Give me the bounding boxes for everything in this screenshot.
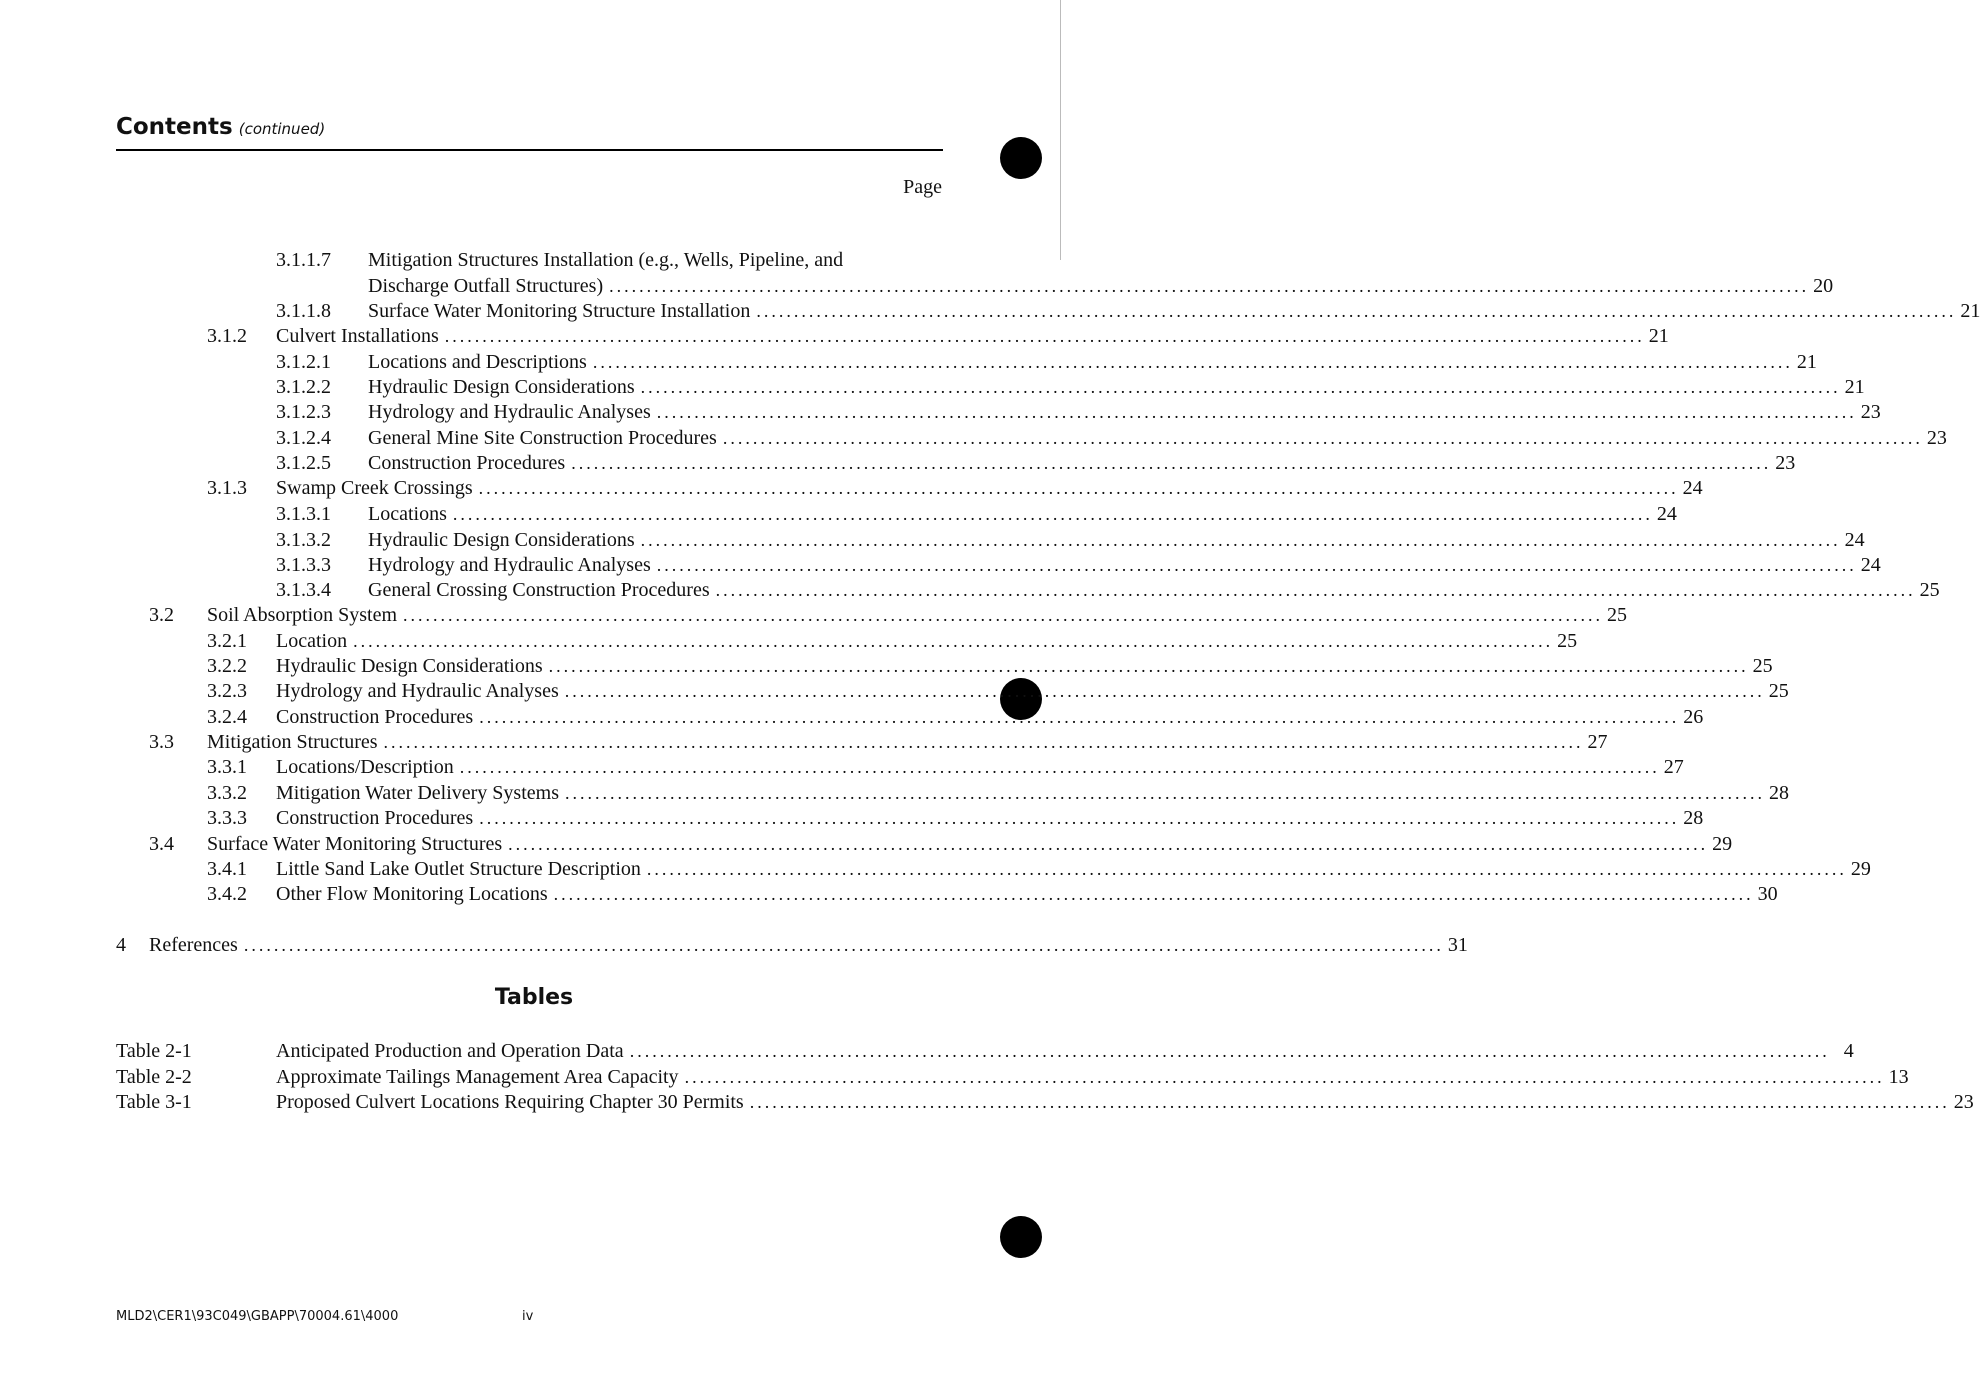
toc-entry[interactable] [276,349,1817,375]
leader-dots: ................................................................................................................................................................ [243,935,1444,955]
toc-entry[interactable] [276,399,1881,425]
leader-dots: ................................................................................................................................................................ [479,808,1680,828]
toc-page: 25 [1919,579,1940,601]
table-number: Table 2-2 [116,1066,192,1088]
toc-page: 24 [1682,477,1703,499]
table-number: Table 2-1 [116,1040,192,1062]
leader-dots: ................................................................................................................................................................ [684,1067,1885,1087]
table-number: Table 3-1 [116,1091,192,1113]
table-entry[interactable] [116,1089,1974,1115]
leader-dots: ................................................................................................................................................................ [640,377,1841,397]
leader-dots: ................................................................................................................................................................ [452,504,1653,524]
toc-number: 3.4.1 [207,858,247,880]
leader-dots: ................................................................................................................................................................ [353,631,1554,651]
leader-dots: ................................................................................................................................................................ [383,732,1584,752]
toc-entry[interactable] [276,527,1865,553]
toc-entry[interactable] [207,704,1704,730]
leader-dots: ................................................................................................................................................................ [629,1041,1830,1061]
toc-page: 25 [1752,655,1773,677]
toc-page: 30 [1757,883,1778,905]
leader-dots: ................................................................................................................................................................ [479,707,1680,727]
leader-dots: ................................................................................................................................................................ [592,352,1793,372]
toc-page: 24 [1844,529,1865,551]
leader-dots: ................................................................................................................................................................ [656,402,1857,422]
toc-entry[interactable] [207,653,1773,679]
toc-number: 3.1.2.2 [276,376,331,398]
toc-title: Location [276,630,348,652]
toc-title: Little Sand Lake Outlet Structure Description [276,858,641,880]
toc-entry[interactable] [207,780,1789,806]
toc-title: Mitigation Structures [207,731,378,753]
toc-page: 25 [1768,680,1789,702]
toc-page: 24 [1656,503,1677,525]
toc-number: 3.1.2.4 [276,427,331,449]
toc-page: 21 [1960,300,1980,322]
toc-title: Culvert Installations [276,325,439,347]
leader-dots: ................................................................................................................................................................ [609,276,1810,296]
toc-entry[interactable] [207,856,1871,882]
toc-page: 25 [1607,604,1628,626]
toc-number: 3.4 [149,833,174,855]
toc-page: 23 [1775,452,1796,474]
toc-title: Surface Water Monitoring Structures [207,833,503,855]
toc-entry[interactable] [149,831,1733,857]
toc-title: Soil Absorption System [207,604,398,626]
leader-dots: ................................................................................................................................................................ [564,681,1765,701]
contents-header [116,114,325,140]
toc-page: 23 [1860,401,1881,423]
page-edge [1060,0,1061,260]
toc-number: 3.1.3.2 [276,529,331,551]
footer-page-number: iv [522,1309,534,1324]
leader-dots: ................................................................................................................................................................ [459,757,1660,777]
header-title: Contents [116,114,233,140]
toc-title: Locations [368,503,447,525]
toc-entry[interactable] [276,552,1881,578]
toc-page: 29 [1850,858,1871,880]
toc-page: 21 [1844,376,1865,398]
toc-entry[interactable] [207,754,1684,780]
toc-title: Other Flow Monitoring Locations [276,883,548,905]
toc-entry[interactable] [207,628,1578,654]
toc-page: 26 [1683,706,1704,728]
leader-dots: ................................................................................................................................................................ [722,428,1923,448]
toc-number: 3.1.3.4 [276,579,331,601]
toc-title: General Crossing Construction Procedures [368,579,710,601]
toc-number: 3.3 [149,731,174,753]
table-page: 13 [1888,1066,1909,1088]
toc-title: Hydraulic Design Considerations [368,529,635,551]
toc-page: 20 [1813,275,1834,297]
table-title: Anticipated Production and Operation Data [276,1040,624,1062]
toc-entry[interactable] [149,729,1608,755]
leader-dots: ................................................................................................................................................................ [564,783,1765,803]
leader-dots: ................................................................................................................................................................ [508,834,1709,854]
toc-entry[interactable] [276,501,1677,527]
toc-number: 3.2.3 [207,680,247,702]
toc-entry[interactable] [276,273,1834,299]
table-title: Approximate Tailings Management Area Capacity [276,1066,679,1088]
toc-title: General Mine Site Construction Procedures [368,427,717,449]
toc-title: Construction Procedures [276,807,474,829]
toc-entry[interactable] [207,805,1704,831]
leader-dots: ................................................................................................................................................................ [478,478,1679,498]
toc-entry[interactable] [276,247,943,273]
toc-entry[interactable] [276,425,1947,451]
toc-number: 3.3.1 [207,756,247,778]
toc-page: 23 [1926,427,1947,449]
table-entry[interactable] [116,1064,1909,1090]
toc-page: 25 [1557,630,1578,652]
toc-title: Locations/Description [276,756,454,778]
leader-dots: ................................................................................................................................................................ [756,301,1957,321]
toc-page: 27 [1587,731,1608,753]
toc-page: 21 [1648,325,1669,347]
toc-title: References [149,934,238,956]
toc-title: Swamp Creek Crossings [276,477,473,499]
header-rule [116,149,943,151]
toc-page: 31 [1447,934,1468,956]
toc-number: 3.1.3.1 [276,503,331,525]
toc-page: 28 [1683,807,1704,829]
table-page: 4 [1843,1040,1854,1062]
toc-number: 4 [116,934,126,956]
toc-number: 3.2.1 [207,630,247,652]
toc-number: 3.3.2 [207,782,247,804]
toc-title: Surface Water Monitoring Structure Installation [368,300,751,322]
toc-entry[interactable] [207,881,1778,907]
toc-page: 28 [1768,782,1789,804]
table-title: Proposed Culvert Locations Requiring Chapter 30 Permits [276,1091,744,1113]
toc-number: 3.1.2.3 [276,401,331,423]
leader-dots: ................................................................................................................................................................ [548,656,1749,676]
toc-title: Hydraulic Design Considerations [368,376,635,398]
toc-entry[interactable] [207,323,1669,349]
toc-title: Construction Procedures [276,706,474,728]
toc-number: 3.1.2.1 [276,351,331,373]
tables-heading: Tables [494,985,574,1010]
toc-entry[interactable] [276,298,1980,324]
page-column-label: Page [903,176,942,198]
toc-number: 3.3.3 [207,807,247,829]
toc-page: 24 [1860,554,1881,576]
toc-entry[interactable] [276,577,1940,603]
leader-dots: ................................................................................................................................................................ [656,555,1857,575]
header-continued: (continued) [238,120,326,138]
toc-page: 21 [1796,351,1817,373]
toc-title: Hydrology and Hydraulic Analyses [276,680,559,702]
binder-hole-top [1000,137,1042,179]
toc-title: Discharge Outfall Structures) [368,275,604,297]
toc-number: 3.1.2 [207,325,247,347]
toc-number: 3.2.4 [207,706,247,728]
toc-number: 3.2.2 [207,655,247,677]
toc-title: Hydrology and Hydraulic Analyses [368,401,651,423]
toc-entry[interactable] [149,602,1628,628]
toc-entry[interactable] [276,374,1865,400]
toc-title: Mitigation Water Delivery Systems [276,782,559,804]
binder-hole-bottom [1000,1216,1042,1258]
toc-title: Hydraulic Design Considerations [276,655,543,677]
toc-number: 3.1.2.5 [276,452,331,474]
toc-entry[interactable] [207,678,1789,704]
leader-dots: ................................................................................................................................................................ [403,605,1604,625]
leader-dots: ................................................................................................................................................................ [715,580,1916,600]
toc-title: Construction Procedures [368,452,566,474]
toc-page: 27 [1663,756,1684,778]
leader-dots: ................................................................................................................................................................ [640,530,1841,550]
leader-dots: ................................................................................................................................................................ [646,859,1847,879]
toc-number: 3.2 [149,604,174,626]
table-page: 23 [1953,1091,1974,1113]
leader-dots: ................................................................................................................................................................ [749,1092,1950,1112]
toc-page: 29 [1712,833,1733,855]
leader-dots: ................................................................................................................................................................ [444,326,1645,346]
toc-entry[interactable] [116,932,1468,958]
toc-entry[interactable] [276,450,1796,476]
toc-number: 3.1.1.7 [276,249,331,271]
toc-number: 3.1.3 [207,477,247,499]
table-entry[interactable] [116,1038,1854,1064]
toc-number: 3.1.1.8 [276,300,331,322]
toc-title: Hydrology and Hydraulic Analyses [368,554,651,576]
leader-dots: ................................................................................................................................................................ [553,884,1754,904]
toc-title: Mitigation Structures Installation (e.g., Wells, Pipeline, and [368,249,844,271]
leader-dots: ................................................................................................................................................................ [571,453,1772,473]
footer-path: MLD2\CER1\93C049\GBAPP\70004.61\4000 [116,1309,399,1324]
toc-number: 3.4.2 [207,883,247,905]
toc-title: Locations and Descriptions [368,351,587,373]
toc-number: 3.1.3.3 [276,554,331,576]
toc-entry[interactable] [207,475,1703,501]
